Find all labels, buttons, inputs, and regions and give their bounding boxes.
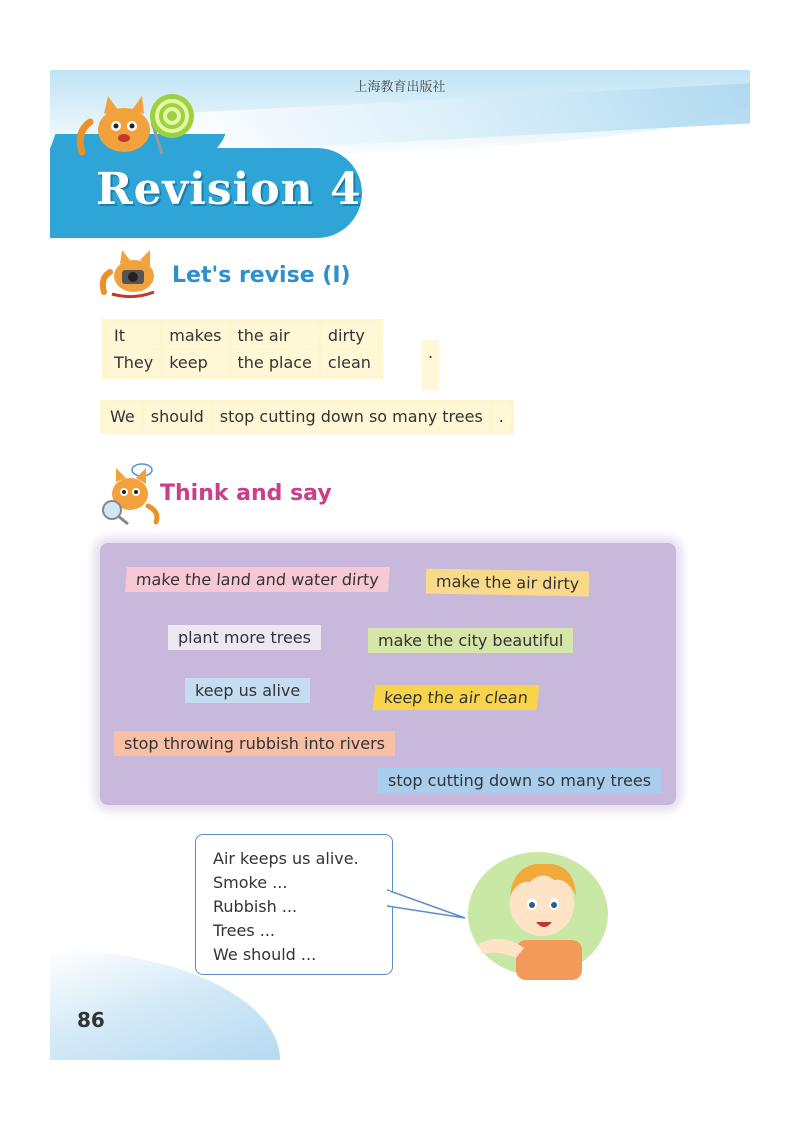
phrase-tag: stop throwing rubbish into rivers	[114, 731, 395, 756]
section-heading-think: Think and say	[160, 481, 332, 506]
phrase-tag: keep us alive	[185, 678, 310, 703]
speech-line: We should ...	[213, 945, 317, 964]
lollipop-icon	[148, 92, 196, 140]
table-cell: makes	[163, 323, 227, 348]
table-cell: dirty	[322, 323, 377, 348]
speech-line: Trees ...	[213, 921, 276, 940]
sentence-part: We	[104, 403, 141, 431]
phrase-tag: make the land and water dirty	[125, 567, 390, 592]
sentence-part: .	[493, 403, 510, 431]
phrase-board	[100, 543, 676, 805]
speech-line: Smoke ...	[213, 873, 288, 892]
table-cell: the air	[232, 323, 318, 348]
speech-line: Air keeps us alive.	[213, 849, 359, 868]
table-cell: the place	[232, 350, 318, 375]
phrase-tag: make the city beautiful	[368, 628, 573, 653]
table-cell: It	[108, 323, 159, 348]
table-cell: clean	[322, 350, 377, 375]
sentence-part: should	[145, 403, 210, 431]
table-row	[108, 350, 377, 375]
sentence-part: stop cutting down so many trees	[214, 403, 489, 431]
page-number: 86	[77, 1008, 105, 1032]
publisher-name: 上海教育出版社	[354, 80, 446, 95]
table-row	[108, 323, 377, 348]
table-period: .	[422, 340, 439, 390]
cat-camera-icon	[98, 248, 168, 300]
phrase-tag: keep the air clean	[373, 685, 540, 710]
page-title: Revision 4	[96, 164, 362, 215]
cat-magnifier-icon	[98, 462, 162, 528]
speech-line: Rubbish ...	[213, 897, 298, 916]
textbook-page	[50, 70, 750, 1060]
section-heading-revise: Let's revise (I)	[172, 263, 351, 288]
speech-pointer	[387, 882, 467, 922]
speech-bubble	[195, 834, 393, 975]
phrase-tag: stop cutting down so many trees	[378, 768, 661, 793]
sentence-table	[102, 319, 383, 379]
table-cell: They	[108, 350, 159, 375]
phrase-tag: make the air dirty	[426, 569, 590, 597]
phrase-tag: plant more trees	[168, 625, 321, 650]
table-cell: keep	[163, 350, 227, 375]
example-sentence	[100, 400, 514, 434]
boy-illustration	[458, 840, 608, 980]
